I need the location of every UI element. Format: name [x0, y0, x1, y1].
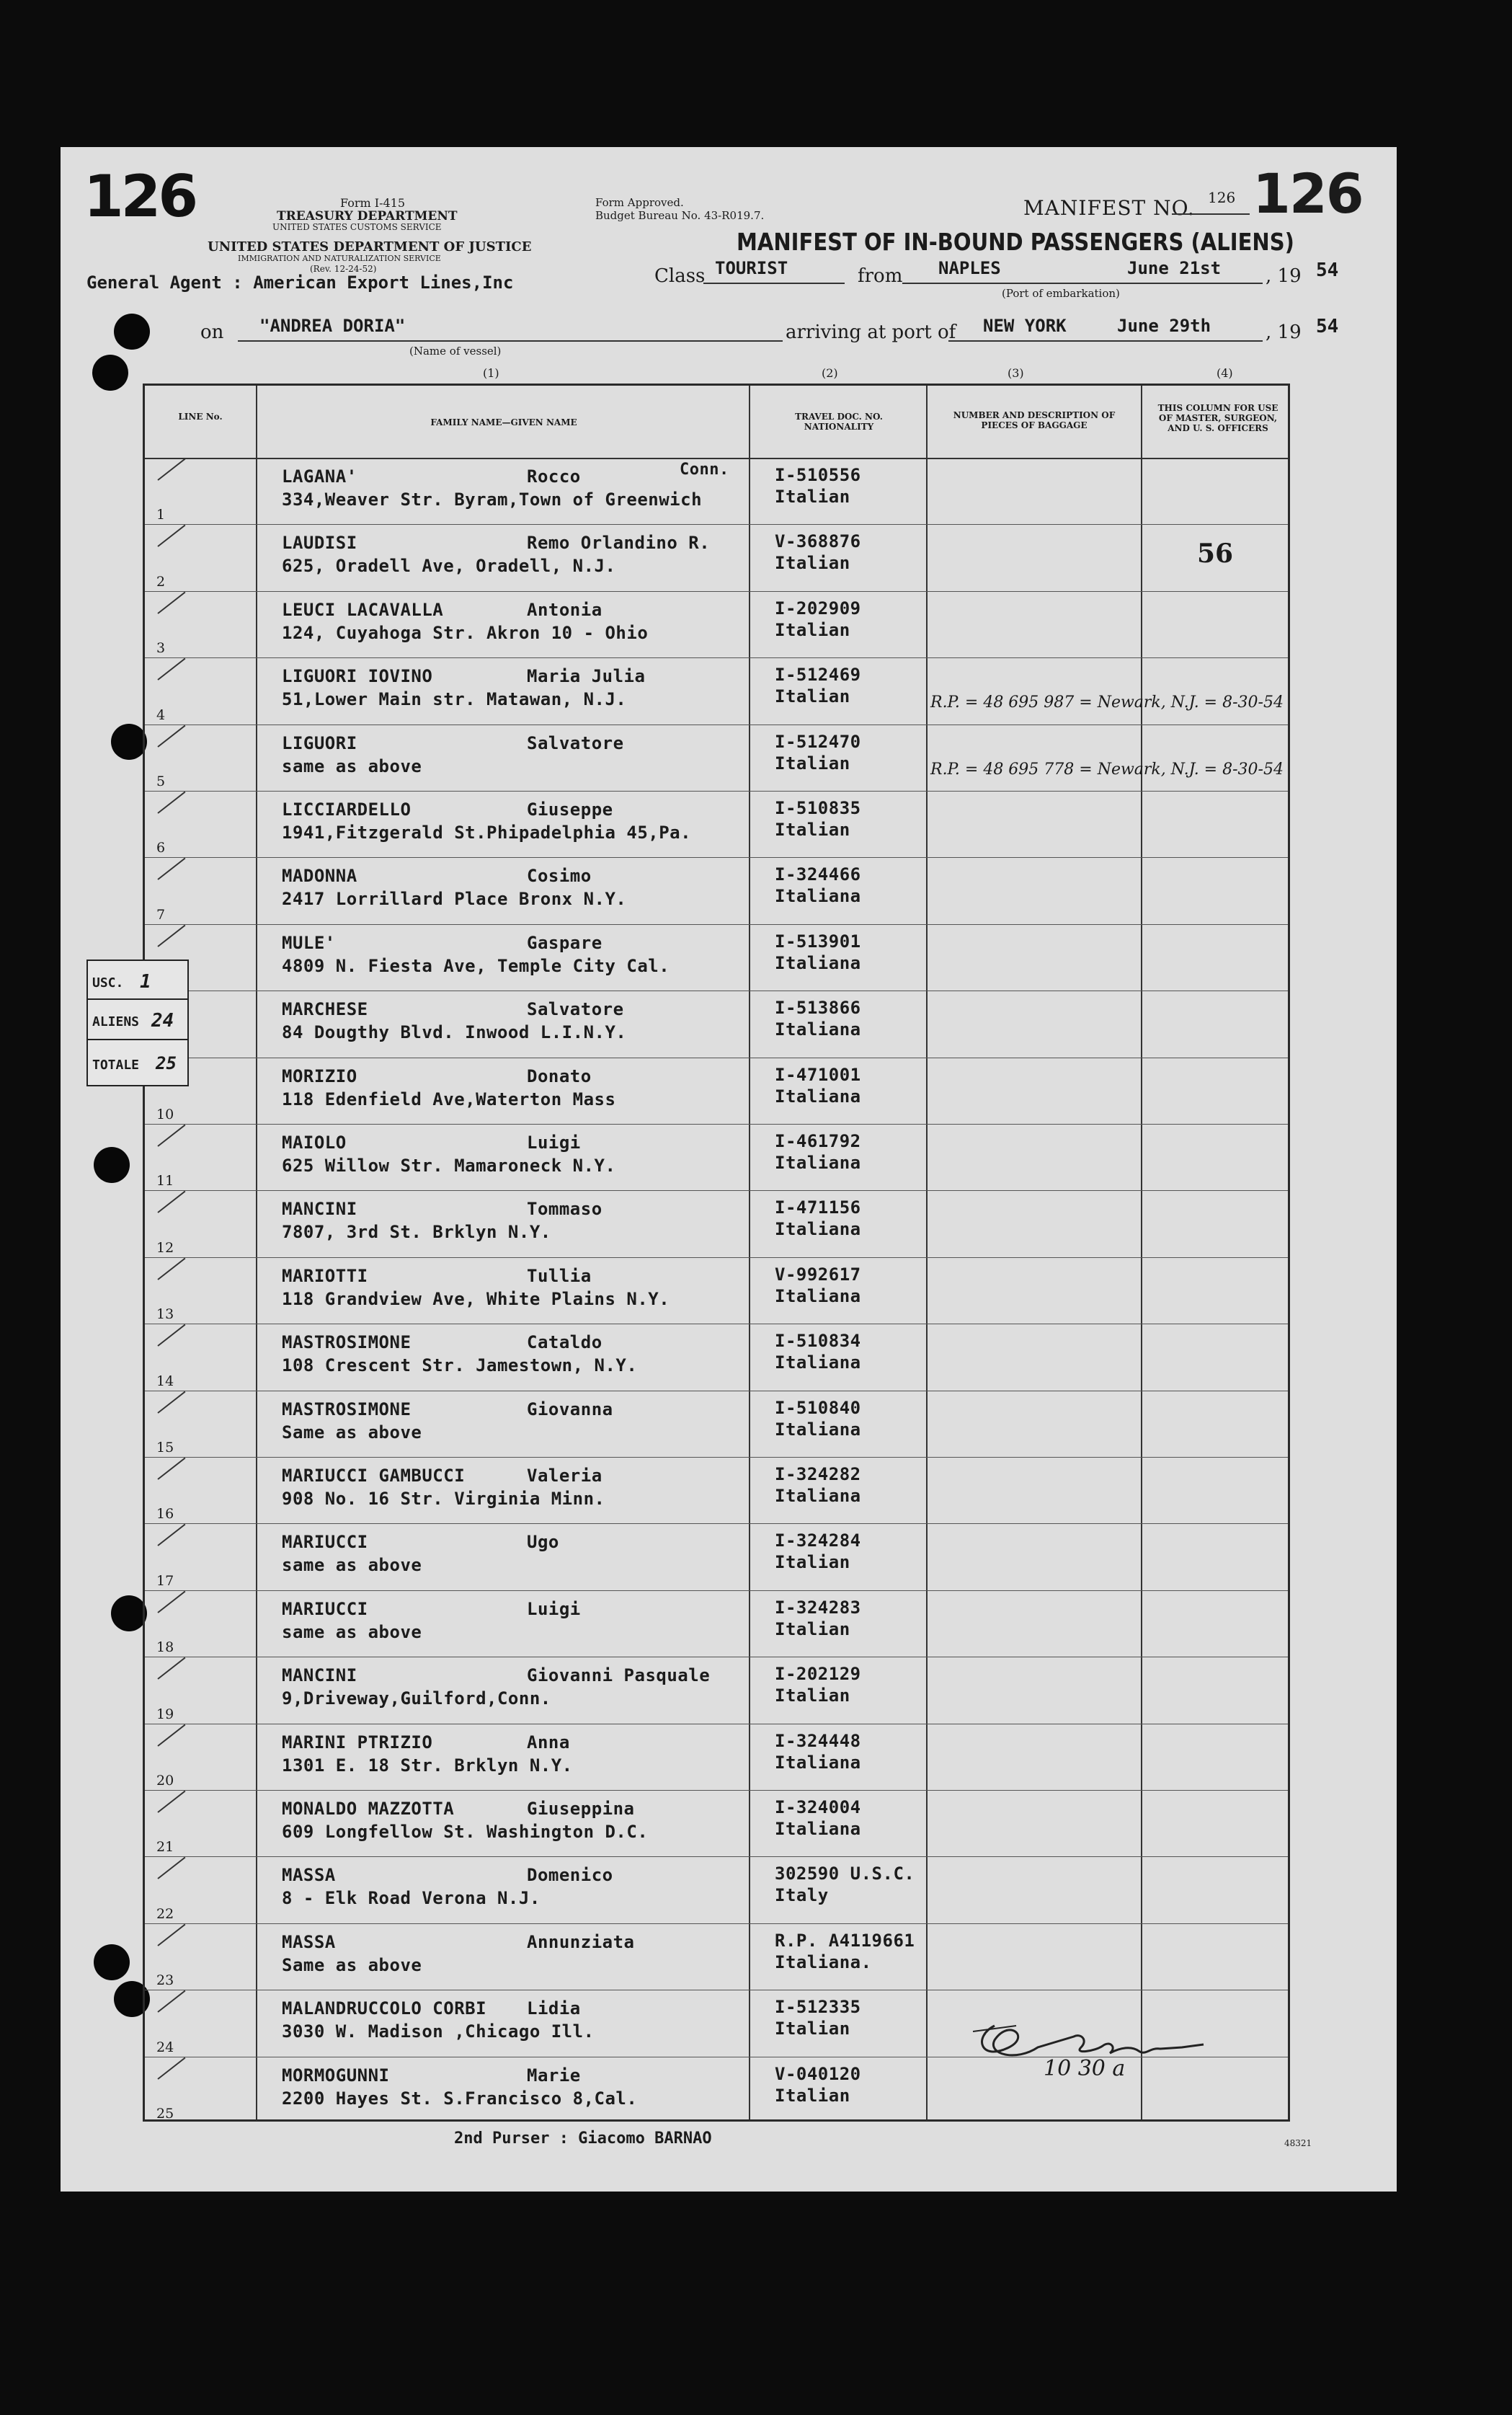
check-mark [157, 1125, 185, 1147]
check-mark [157, 1324, 185, 1347]
vessel-underline [238, 340, 783, 342]
passenger-row [145, 1590, 1288, 1657]
travel-doc-number: I-324448 [775, 1730, 861, 1751]
family-name: MORMOGUNNI [282, 2065, 390, 2086]
form-approved: Form Approved. [595, 196, 684, 209]
family-name: LIGUORI IOVINO [282, 666, 433, 687]
passenger-row [145, 857, 1288, 923]
check-mark [157, 1857, 185, 1879]
passenger-tally-box [86, 960, 189, 1086]
column-number-1: (1) [483, 366, 499, 380]
header-line-no: LINE No. [178, 412, 223, 422]
given-name: Maria Julia [527, 666, 646, 687]
given-extra: Conn. [680, 461, 729, 479]
travel-doc-number: I-471156 [775, 1197, 861, 1218]
nationality: Italiana [775, 1819, 861, 1839]
family-name: MARIUCCI [282, 1532, 368, 1553]
given-name: Giovanna [527, 1399, 613, 1419]
column-number-4: (4) [1217, 366, 1233, 380]
nationality: Italian [775, 487, 850, 507]
punch-hole [92, 355, 128, 391]
travel-doc-number: I-324284 [775, 1530, 861, 1551]
header-officers: THIS COLUMN FOR USE OF MASTER, SURGEON, AND U. S. OFFICERS [1157, 403, 1278, 433]
address: same as above [282, 1555, 422, 1576]
given-name: Donato [527, 1065, 592, 1086]
passenger-row [145, 1058, 1288, 1124]
check-mark [157, 458, 185, 481]
officer-note: 56 [1197, 539, 1234, 570]
from-label: from [858, 265, 903, 287]
nationality: Italiana [775, 1153, 861, 1173]
family-name: MAIOLO [282, 1133, 347, 1153]
travel-doc-number: I-512335 [775, 1997, 861, 2018]
nationality: Italian [775, 686, 850, 707]
given-name: Tommaso [527, 1199, 602, 1220]
check-mark [157, 858, 185, 880]
nationality: Italian [775, 753, 850, 774]
passenger-row [145, 591, 1288, 657]
header-travel-doc: TRAVEL DOC. NO. NATIONALITY [795, 412, 883, 432]
passenger-row [145, 657, 1288, 724]
passenger-row [145, 1657, 1288, 1723]
total-label: TOTALE [92, 1058, 140, 1073]
travel-doc-number: I-202909 [775, 598, 861, 619]
address: 124, Cuyahoga Str. Akron 10 - Ohio [282, 622, 649, 643]
immigration-service: IMMIGRATION AND NATURALIZATION SERVICE [238, 254, 441, 263]
nationality: Italiana [775, 1086, 861, 1107]
check-mark [157, 1191, 185, 1213]
punch-hole [94, 1944, 130, 1980]
address: 108 Crescent Str. Jamestown, N.Y. [282, 1355, 638, 1376]
travel-doc-number: R.P. A4119661 [775, 1930, 915, 1951]
line-number: 16 [156, 1506, 174, 1523]
line-number: 6 [156, 840, 166, 856]
given-name: Lidia [527, 1998, 581, 2019]
passenger-row [145, 1257, 1288, 1324]
check-mark [157, 1391, 185, 1413]
line-number: 13 [156, 1306, 174, 1323]
manifest-number-small: 126 [1208, 189, 1236, 206]
family-name: MANCINI [282, 1199, 357, 1220]
passenger-table [143, 384, 1290, 2122]
general-agent: General Agent : American Export Lines,Inc [86, 272, 514, 293]
line-number: 10 [156, 1106, 174, 1122]
given-name: Annunziata [527, 1931, 635, 1952]
check-mark [157, 1524, 185, 1546]
check-mark [157, 1990, 185, 2013]
line-number: 11 [156, 1173, 174, 1189]
passenger-row [145, 1124, 1288, 1190]
nationality: Italiana [775, 952, 861, 973]
travel-doc-number: I-510835 [775, 798, 861, 818]
department-of-justice: UNITED STATES DEPARTMENT OF JUSTICE [208, 239, 532, 254]
nationality: Italian [775, 2085, 850, 2106]
manifest-underline [1172, 213, 1250, 215]
nationality: Italian [775, 619, 850, 640]
address: 1941,Fitzgerald St.Phipadelphia 45,Pa. [282, 823, 692, 843]
passenger-row [145, 1190, 1288, 1257]
check-mark [157, 1791, 185, 1813]
nationality: Italiana [775, 1219, 861, 1240]
line-number: 14 [156, 1373, 174, 1389]
treasury-department: TREASURY DEPARTMENT [277, 209, 458, 223]
given-name: Ugo [527, 1532, 559, 1553]
travel-doc-number: I-324282 [775, 1464, 861, 1484]
family-name: MORIZIO [282, 1065, 357, 1086]
class-underline [703, 283, 845, 284]
check-mark [157, 1657, 185, 1680]
port-of-embarkation: NAPLES [938, 258, 1001, 278]
arrival-underline [948, 340, 1263, 342]
manifest-label: MANIFEST NO. [1023, 196, 1195, 220]
line-number: 22 [156, 1905, 174, 1922]
address: 625 Willow Str. Mamaroneck N.Y. [282, 1156, 616, 1176]
family-name: MARIUCCI [282, 1598, 368, 1619]
travel-doc-number: I-471001 [775, 1064, 861, 1085]
address: same as above [282, 755, 422, 776]
family-name: MARCHESE [282, 999, 368, 1020]
year2-prefix: , 19 [1266, 322, 1302, 343]
check-mark [157, 2057, 185, 2079]
family-name: MASTROSIMONE [282, 1399, 412, 1419]
nationality: Italiana [775, 1752, 861, 1773]
header-family-name: FAMILY NAME—GIVEN NAME [430, 417, 577, 427]
travel-doc-number: I-510556 [775, 465, 861, 485]
usc-label: USC. [92, 975, 124, 991]
usc-count: 1 [140, 971, 151, 993]
punch-hole [114, 314, 150, 350]
address: 1301 E. 18 Str. Brklyn N.Y. [282, 1755, 573, 1776]
nationality: Italian [775, 553, 850, 574]
travel-doc-number: I-324004 [775, 1797, 861, 1817]
address: 7807, 3rd St. Brklyn N.Y. [282, 1222, 551, 1243]
address: same as above [282, 1621, 422, 1642]
nationality: Italiana [775, 1285, 861, 1306]
family-name: LIGUORI [282, 732, 357, 753]
line-number: 7 [156, 906, 166, 923]
vessel-caption: (Name of vessel) [409, 345, 502, 358]
given-name: Giovanni Pasquale [527, 1665, 711, 1686]
address: 2417 Lorrillard Place Bronx N.Y. [282, 889, 627, 910]
address: 118 Grandview Ave, White Plains N.Y. [282, 1288, 670, 1309]
passenger-row [145, 791, 1288, 857]
address: 334,Weaver Str. Byram,Town of Greenwich [282, 489, 703, 510]
given-name: Salvatore [527, 732, 624, 753]
nationality: Italian [775, 2019, 850, 2039]
nationality: Italian [775, 1618, 850, 1639]
check-mark [157, 1923, 185, 1946]
nationality: Italian [775, 1685, 850, 1706]
nationality: Italy [775, 1885, 829, 1906]
travel-doc-number: I-461792 [775, 1131, 861, 1151]
manifest-number: 126 [1253, 161, 1363, 226]
year-suffix: 54 [1316, 260, 1339, 281]
passenger-row [145, 458, 1288, 524]
nationality: Italiana [775, 1019, 861, 1040]
family-name: MONALDO MAZZOTTA [282, 1799, 455, 1819]
family-name: MADONNA [282, 866, 357, 887]
family-name: MANCINI [282, 1665, 357, 1686]
address: 4809 N. Fiesta Ave, Temple City Cal. [282, 955, 670, 976]
aliens-label: ALIENS [92, 1014, 140, 1029]
nationality: Italian [775, 1552, 850, 1573]
given-name: Gaspare [527, 932, 602, 953]
family-name: LAUDISI [282, 533, 357, 554]
check-mark [157, 1590, 185, 1613]
given-name: Salvatore [527, 999, 624, 1020]
family-name: MASSA [282, 1865, 336, 1886]
given-name: Luigi [527, 1598, 581, 1619]
given-name: Marie [527, 2065, 581, 2086]
passenger-row [145, 724, 1288, 791]
passenger-row [145, 1457, 1288, 1523]
from-underline [902, 283, 1263, 284]
given-name: Remo Orlandino R. [527, 533, 711, 554]
line-number: 20 [156, 1772, 174, 1789]
family-name: LICCIARDELLO [282, 799, 412, 820]
passenger-row [145, 1391, 1288, 1457]
punch-hole [94, 1147, 130, 1183]
family-name: MASTROSIMONE [282, 1332, 412, 1353]
travel-doc-number: I-202129 [775, 1664, 861, 1685]
travel-doc-number: I-510840 [775, 1397, 861, 1418]
nationality: Italiana [775, 1419, 861, 1440]
travel-doc-number: I-324466 [775, 864, 861, 885]
address: 51,Lower Main str. Matawan, N.J. [282, 689, 627, 710]
check-mark [157, 1724, 185, 1746]
form-revision: (Rev. 12-24-52) [310, 264, 377, 274]
form-number: Form I-415 [340, 196, 406, 210]
family-name: MARINI PTRIZIO [282, 1732, 433, 1752]
address: 8 - Elk Road Verona N.J. [282, 1888, 541, 1909]
customs-service: UNITED STATES CUSTOMS SERVICE [272, 222, 442, 232]
line-number: 17 [156, 1572, 174, 1589]
address: Same as above [282, 1422, 422, 1443]
travel-doc-number: I-324283 [775, 1597, 861, 1618]
officer-signature [966, 1997, 1268, 2105]
line-number: 24 [156, 2039, 174, 2055]
travel-doc-number: V-368876 [775, 531, 861, 552]
given-name: Antonia [527, 599, 602, 620]
address: 625, Oradell Ave, Oradell, N.J. [282, 556, 616, 577]
line-number: 25 [156, 2105, 174, 2122]
family-name: MULE' [282, 932, 336, 953]
aliens-count: 24 [151, 1010, 174, 1032]
check-mark [157, 658, 185, 681]
check-mark [157, 1458, 185, 1480]
arriving-label: arriving at port of [786, 322, 956, 343]
address: 609 Longfellow St. Washington D.C. [282, 1822, 649, 1842]
line-number: 12 [156, 1239, 174, 1256]
vessel-name: "ANDREA DORIA" [259, 316, 406, 336]
travel-doc-number: V-992617 [775, 1264, 861, 1285]
check-mark [157, 1257, 185, 1280]
check-mark [157, 525, 185, 547]
line-number: 2 [156, 573, 166, 590]
given-name: Giuseppe [527, 799, 613, 820]
nationality: Italian [775, 820, 850, 840]
column-number-3: (3) [1008, 366, 1024, 380]
family-name: MASSA [282, 1931, 336, 1952]
column-number-2: (2) [822, 366, 838, 380]
line-number: 15 [156, 1439, 174, 1455]
arrival-date: June 29th [1117, 316, 1211, 336]
passenger-row [145, 1923, 1288, 1990]
on-label: on [200, 322, 224, 343]
baggage-note: R.P. = 48 695 987 = Newark, N.J. = 8-30-54 [930, 694, 1284, 712]
passenger-row [145, 1724, 1288, 1790]
address: 84 Dougthy Blvd. Inwood L.I.N.Y. [282, 1022, 627, 1043]
corner-number: 126 [84, 163, 195, 230]
travel-doc-number: I-513901 [775, 931, 861, 952]
manifest-title: MANIFEST OF IN-BOUND PASSENGERS (ALIENS) [737, 228, 1294, 256]
class-value: TOURIST [715, 258, 788, 278]
passenger-row [145, 924, 1288, 991]
total-count: 25 [156, 1053, 177, 1073]
given-name: Tullia [527, 1265, 592, 1286]
given-name: Valeria [527, 1466, 602, 1486]
address: Same as above [282, 1954, 422, 1975]
given-name: Cosimo [527, 866, 592, 887]
given-name: Rocco [527, 466, 581, 487]
line-number: 4 [156, 706, 166, 723]
given-name: Anna [527, 1732, 570, 1752]
nationality: Italiana [775, 886, 861, 907]
check-mark [157, 724, 185, 747]
family-name: MALANDRUCCOLO CORBI [282, 1998, 487, 2019]
port-embark-caption: (Port of embarkation) [1002, 287, 1120, 300]
address: 3030 W. Madison ,Chicago Ill. [282, 2021, 595, 2042]
punch-hole [111, 724, 147, 760]
nationality: Italiana. [775, 1951, 872, 1972]
line-number: 19 [156, 1706, 174, 1722]
line-number: 18 [156, 1639, 174, 1656]
passenger-row [145, 1523, 1288, 1590]
family-name: MARIOTTI [282, 1265, 368, 1286]
embarkation-date: June 21st [1127, 258, 1222, 278]
travel-doc-number: I-512470 [775, 731, 861, 752]
travel-doc-number: I-513866 [775, 998, 861, 1019]
baggage-note: R.P. = 48 695 778 = Newark, N.J. = 8-30-54 [930, 760, 1284, 779]
family-name: MARIUCCI GAMBUCCI [282, 1466, 466, 1486]
passenger-row [145, 1790, 1288, 1856]
passenger-row [145, 524, 1288, 590]
purser-name: 2nd Purser : Giacomo BARNAO [454, 2130, 712, 2148]
form-code: 48321 [1284, 2138, 1312, 2148]
header-baggage: NUMBER AND DESCRIPTION OF PIECES OF BAGGAGE [953, 410, 1116, 430]
family-name: LAGANA' [282, 466, 357, 487]
check-mark [157, 591, 185, 613]
line-number: 21 [156, 1839, 174, 1856]
travel-doc-number: I-510834 [775, 1331, 861, 1352]
given-name: Luigi [527, 1133, 581, 1153]
address: 2200 Hayes St. S.Francisco 8,Cal. [282, 2088, 638, 2109]
address: 118 Edenfield Ave,Waterton Mass [282, 1089, 616, 1109]
passenger-row [145, 991, 1288, 1057]
passenger-row [145, 1324, 1288, 1390]
punch-hole [111, 1595, 147, 1631]
given-name: Cataldo [527, 1332, 602, 1353]
address: 9,Driveway,Guilford,Conn. [282, 1688, 551, 1709]
nationality: Italiana [775, 1486, 861, 1506]
budget-bureau: Budget Bureau No. 43-R019.7. [595, 209, 765, 222]
line-number: 23 [156, 1972, 174, 1989]
line-number: 5 [156, 773, 166, 789]
year-prefix: , 19 [1266, 265, 1302, 287]
family-name: LEUCI LACAVALLA [282, 599, 444, 620]
travel-doc-number: 302590 U.S.C. [775, 1864, 915, 1884]
signature-time: 10 30 a [1044, 2056, 1126, 2081]
line-number: 3 [156, 640, 166, 657]
check-mark [157, 792, 185, 814]
address: 908 No. 16 Str. Virginia Minn. [282, 1489, 605, 1509]
class-label: Class [654, 265, 706, 287]
line-number: 1 [156, 507, 166, 523]
passenger-row [145, 1856, 1288, 1923]
travel-doc-number: I-512469 [775, 665, 861, 686]
travel-doc-number: V-040120 [775, 2063, 861, 2084]
arrival-port: NEW YORK [983, 316, 1067, 336]
given-name: Giuseppina [527, 1799, 635, 1819]
year2-suffix: 54 [1316, 316, 1339, 337]
nationality: Italiana [775, 1352, 861, 1373]
check-mark [157, 924, 185, 947]
given-name: Domenico [527, 1865, 613, 1886]
